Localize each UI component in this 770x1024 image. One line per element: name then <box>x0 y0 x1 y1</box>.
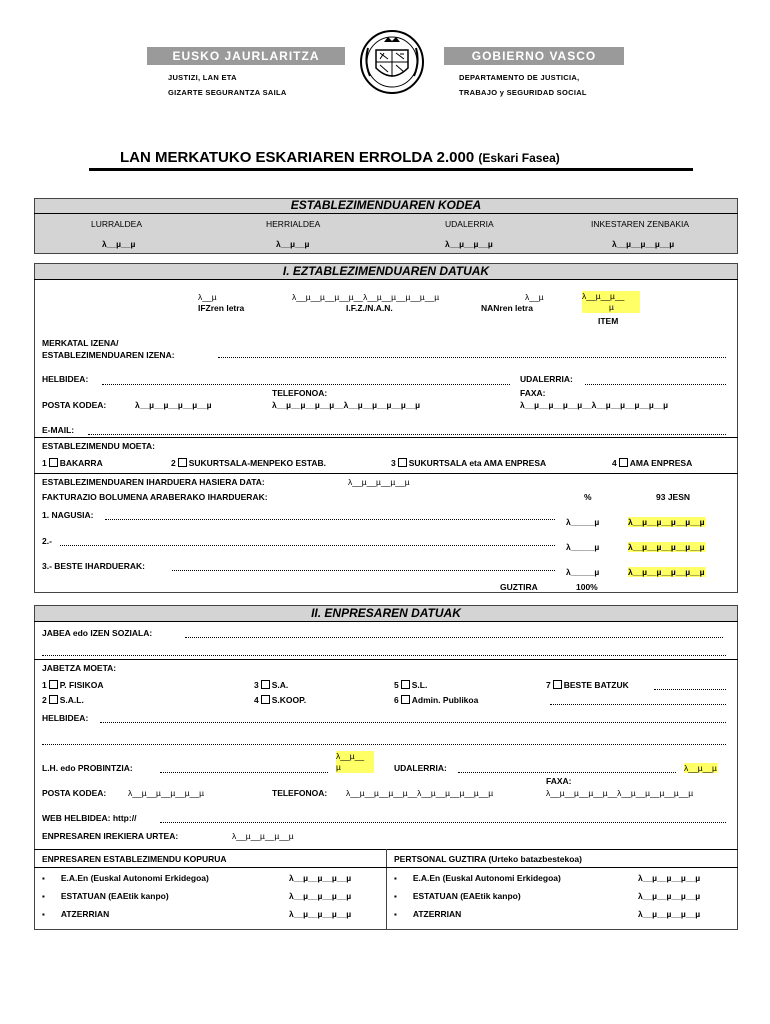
helbidea-label-2: HELBIDEA: <box>42 713 89 723</box>
left-row-atzerrian-field[interactable]: λ__µ__µ__µ__µ <box>289 909 352 919</box>
moeta-label: ESTABLEZIMENDU MOETA: <box>42 441 156 451</box>
col-lurraldea: LURRALDEA <box>91 219 143 229</box>
left-row-eae-field[interactable]: λ__µ__µ__µ__µ <box>289 873 352 883</box>
jabetza-opt-6[interactable]: 6 Admin. Publikoa <box>394 695 479 705</box>
telefonoa-field[interactable]: λ__µ__µ__µ__µ__λ__µ__µ__µ__µ__µ <box>272 400 421 410</box>
beste-pct-field[interactable]: λ_____µ <box>566 567 600 577</box>
pct-header: % <box>584 492 592 502</box>
nan-letter-label: NANren letra <box>481 303 533 313</box>
jabea-label: JABEA edo IZEN SOZIALA: <box>42 628 153 638</box>
beste-jesn-field[interactable]: λ__µ__µ__µ__µ__µ <box>628 567 705 577</box>
jabetza-opt-2[interactable]: 2 S.A.L. <box>42 695 84 705</box>
nif-field[interactable]: λ__µ__µ__µ__µ__λ__µ__µ__µ__µ__µ <box>292 292 440 302</box>
jabetza-opt-1[interactable]: 1 P. FISIKOA <box>42 680 104 690</box>
item-label: ITEM <box>598 316 619 326</box>
email-label: E-MAIL: <box>42 425 75 435</box>
right-row-atzerrian-field[interactable]: λ__µ__µ__µ__µ <box>638 909 701 919</box>
posta-kodea-label: POSTA KODEA: <box>42 400 107 410</box>
header-right-bar: GOBIERNO VASCO <box>444 47 624 65</box>
faxa-label-2: FAXA: <box>546 776 572 786</box>
faxa-field-2[interactable]: λ__µ__µ__µ__µ__λ__µ__µ__µ__µ__µ <box>546 788 694 798</box>
left-dept-line-2: GIZARTE SEGURANTZA SAILA <box>168 88 287 97</box>
jabetza-opt-7[interactable]: 7 BESTE BATZUK <box>546 680 629 690</box>
web-label: WEB HELBIDEA: http:// <box>42 813 137 823</box>
jabetza-opt-4[interactable]: 4 S.KOOP. <box>254 695 307 705</box>
jabetza-opt-3[interactable]: 3 S.A. <box>254 680 289 690</box>
left-dept-line-1: JUSTIZI, LAN ETA <box>168 73 237 82</box>
lh-label: L.H. edo PROBINTZIA: <box>42 763 133 773</box>
right-row-atzerrian: ▪ ATZERRIAN <box>394 909 461 919</box>
bigarren-label: 2.- <box>42 536 52 546</box>
right-dept-line-1: DEPARTAMENTO DE JUSTICIA, <box>459 73 580 82</box>
right-table-header: PERTSONAL GUZTIRA (Urteko batazbestekoa) <box>394 854 582 864</box>
right-row-estatuan-field[interactable]: λ__µ__µ__µ__µ <box>638 891 701 901</box>
jabetza-opt-5[interactable]: 5 S.L. <box>394 680 428 690</box>
item-field[interactable]: λ__µ__µ__ µ <box>582 291 640 313</box>
section-2-header: II. ENPRESAREN DATUAK <box>311 606 461 620</box>
header-left-bar: EUSKO JAURLARITZA <box>147 47 345 65</box>
bigarren-pct-field[interactable]: λ_____µ <box>566 542 600 552</box>
hundred-pct: 100% <box>576 582 598 592</box>
telefonoa-field-2[interactable]: λ__µ__µ__µ__µ__λ__µ__µ__µ__µ__µ <box>346 788 494 798</box>
col-herrialdea: HERRIALDEA <box>266 219 321 229</box>
moeta-opt-4[interactable]: 4 AMA ENPRESA <box>612 458 693 468</box>
telefonoa-label: TELEFONOA: <box>272 388 328 398</box>
moeta-opt-2[interactable]: 2 SUKURTSALA-MENPEKO ESTAB. <box>171 458 326 468</box>
right-dept-line-2: TRABAJO y SEGURIDAD SOCIAL <box>459 88 587 97</box>
hasiera-label: ESTABLEZIMENDUAREN IHARDUERA HASIERA DATA: <box>42 477 265 487</box>
form-title: LAN MERKATUKO ESKARIAREN ERROLDA 2.000 (Eskari Fasea) <box>120 149 560 166</box>
bigarren-jesn-field[interactable]: λ__µ__µ__µ__µ__µ <box>628 542 705 552</box>
nif-label: I.F.Z./N.A.N. <box>346 303 393 313</box>
posta-field-2[interactable]: λ__µ__µ__µ__µ__µ <box>128 788 205 798</box>
nan-letter-field[interactable]: λ__µ <box>525 292 544 302</box>
section-1-header: I. EZTABLEZIMENDUAREN DATUAK <box>282 264 490 278</box>
jabetza-label: JABETZA MOETA: <box>42 663 117 673</box>
inkesta-field[interactable]: λ__µ__µ__µ__µ <box>612 239 675 249</box>
col-inkesta: INKESTAREN ZENBAKIA <box>591 219 690 229</box>
faxa-label: FAXA: <box>520 388 546 398</box>
fakturazio-label: FAKTURAZIO BOLUMENA ARABERAKO IHARDUERAK: <box>42 492 268 502</box>
right-row-estatuan: ▪ ESTATUAN (EAEtik kanpo) <box>394 891 521 901</box>
herrialdea-field[interactable]: λ__µ__µ <box>276 239 310 249</box>
udalerria-field-2[interactable]: λ__µ__µ <box>684 763 717 773</box>
helbidea-label: HELBIDEA: <box>42 374 89 384</box>
lh-field[interactable]: λ__µ__ µ <box>336 751 374 773</box>
faxa-field[interactable]: λ__µ__µ__µ__µ__λ__µ__µ__µ__µ__µ <box>520 400 669 410</box>
ifz-letter-field[interactable]: λ__µ <box>198 292 217 302</box>
nagusia-label: 1. NAGUSIA: <box>42 510 94 520</box>
col-udalerria: UDALERRIA <box>445 219 494 229</box>
udalerria-label: UDALERRIA: <box>520 374 573 384</box>
posta-kodea-field[interactable]: λ__µ__µ__µ__µ__µ <box>135 400 212 410</box>
nagusia-pct-field[interactable]: λ_____µ <box>566 517 600 527</box>
right-row-eae: ▪ E.A.En (Euskal Autonomi Erkidegoa) <box>394 873 561 883</box>
jesn-header: 93 JESN <box>656 492 691 502</box>
left-table-header: ENPRESAREN ESTABLEZIMENDU KOPURUA <box>42 854 227 864</box>
code-section-header: ESTABLEZIMENDUAREN KODEA <box>290 198 482 212</box>
moeta-opt-3[interactable]: 3 SUKURTSALA eta AMA ENPRESA <box>391 458 547 468</box>
moeta-opt-1[interactable]: 1 BAKARRA <box>42 458 103 468</box>
udalerria-field[interactable]: λ__µ__µ__µ <box>445 239 493 249</box>
urtea-label: ENPRESAREN IREKIERA URTEA: <box>42 831 179 841</box>
left-row-eae: ▪ E.A.En (Euskal Autonomi Erkidegoa) <box>42 873 209 883</box>
beste-label: 3.- BESTE IHARDUERAK: <box>42 561 145 571</box>
left-row-estatuan: ▪ ESTATUAN (EAEtik kanpo) <box>42 891 169 901</box>
left-row-atzerrian: ▪ ATZERRIAN <box>42 909 109 919</box>
coat-of-arms-icon <box>358 28 426 96</box>
lurraldea-field[interactable]: λ__µ__µ <box>102 239 136 249</box>
merkatal-label: MERKATAL IZENA/ ESTABLEZIMENDUAREN IZENA: <box>42 338 175 360</box>
telefonoa-label-2: TELEFONOA: <box>272 788 328 798</box>
guztira-label: GUZTIRA <box>500 582 538 592</box>
posta-label-2: POSTA KODEA: <box>42 788 107 798</box>
udalerria-label-2: UDALERRIA: <box>394 763 447 773</box>
left-row-estatuan-field[interactable]: λ__µ__µ__µ__µ <box>289 891 352 901</box>
ifz-letter-label: IFZren letra <box>198 303 245 313</box>
urtea-field[interactable]: λ__µ__µ__µ__µ <box>232 831 294 841</box>
hasiera-field[interactable]: λ__µ__µ__µ__µ <box>348 477 410 487</box>
right-row-eae-field[interactable]: λ__µ__µ__µ__µ <box>638 873 701 883</box>
nagusia-jesn-field[interactable]: λ__µ__µ__µ__µ__µ <box>628 517 705 527</box>
